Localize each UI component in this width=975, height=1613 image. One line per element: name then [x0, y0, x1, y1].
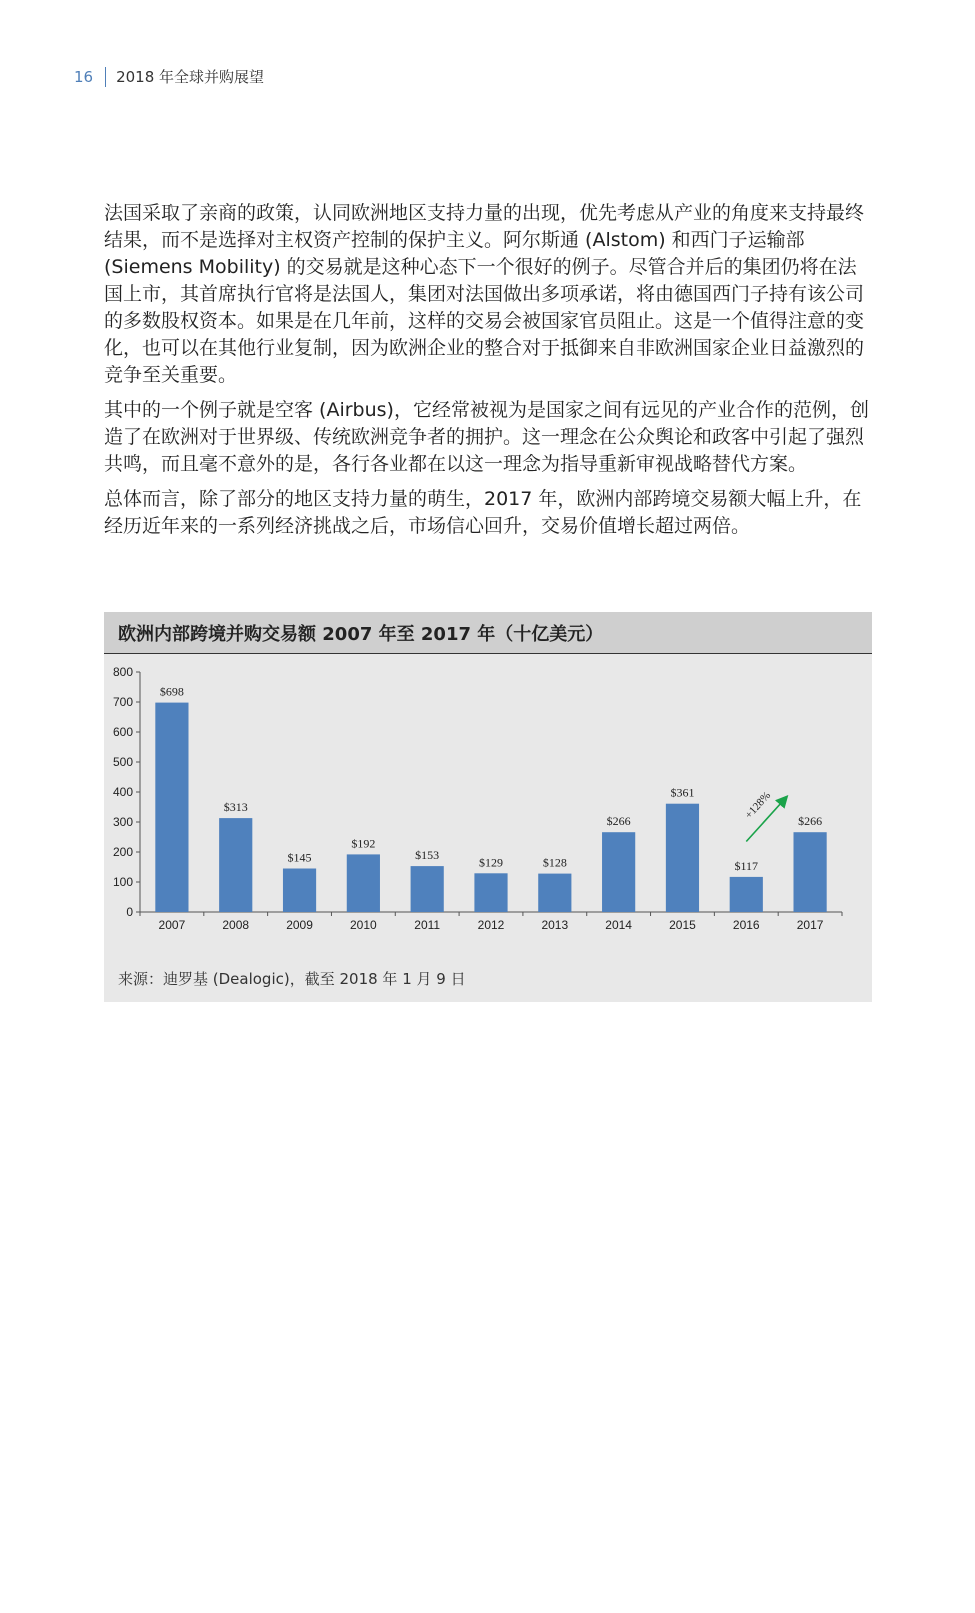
y-tick-label: 100 — [112, 875, 133, 889]
bar — [347, 854, 380, 912]
data-label: $266 — [798, 814, 823, 829]
y-tick-label: 500 — [112, 755, 133, 769]
data-label: $117 — [734, 858, 759, 873]
bar — [793, 832, 826, 912]
x-tick-label: 2007 — [158, 918, 186, 932]
x-tick-label: 2014 — [605, 918, 632, 932]
bar-chart — [104, 656, 872, 956]
data-label: $192 — [351, 836, 376, 851]
data-label: $698 — [159, 684, 184, 699]
x-tick-label: 2009 — [286, 918, 313, 932]
growth-annotation: +128% — [742, 789, 774, 822]
data-label: $145 — [287, 850, 312, 865]
paragraph: 总体而言，除了部分的地区支持力量的萌生，2017 年，欧洲内部跨境交易额大幅上升，在经历近年来的一系列经济挑战之后，市场信心回升，交易价值增长超过两倍。 — [104, 488, 862, 537]
bar — [283, 869, 316, 913]
x-tick-label: 2017 — [796, 918, 824, 932]
bar — [730, 877, 763, 912]
chart-title: 欧洲内部跨境并购交易额 2007 年至 2017 年（十亿美元） — [104, 612, 872, 654]
bar — [155, 703, 188, 912]
x-tick-label: 2011 — [414, 918, 441, 932]
x-tick-label: 2016 — [732, 918, 760, 932]
x-tick-label: 2008 — [222, 918, 250, 932]
page-header — [74, 66, 264, 87]
body-text — [104, 200, 874, 548]
data-label: $266 — [606, 814, 631, 829]
y-tick-label: 700 — [112, 695, 133, 709]
bar — [602, 832, 635, 912]
document-title: 2018 年全球并购展望 — [116, 68, 265, 86]
x-tick-label: 2010 — [350, 918, 377, 932]
y-tick-label: 800 — [112, 665, 133, 679]
bar — [411, 866, 444, 912]
header-divider — [105, 67, 106, 87]
x-tick-label: 2012 — [477, 918, 505, 932]
y-tick-label: 300 — [112, 815, 133, 829]
y-tick-label: 400 — [112, 785, 133, 799]
y-tick-label: 0 — [126, 905, 133, 919]
y-tick-label: 600 — [112, 725, 133, 739]
paragraph: 其中的一个例子就是空客 (Airbus)，它经常被视为是国家之间有远见的产业合作的范例，创造了在欧洲对于世界级、传统欧洲竞争者的拥护。这一理念在公众舆论和政客中引起了强烈共鸣，而且毫不意外的是，各行各业都在以这一理念为指导重新审视战略替代方案。 — [104, 399, 869, 475]
bar — [538, 874, 571, 912]
bar — [666, 804, 699, 912]
data-label: $361 — [670, 785, 695, 800]
bar — [219, 818, 252, 912]
x-tick-label: 2015 — [669, 918, 696, 932]
data-label: $129 — [479, 855, 503, 870]
paragraph: 法国采取了亲商的政策，认同欧洲地区支持力量的出现，优先考虑从产业的角度来支持最终结果，而不是选择对主权资产控制的保护主义。阿尔斯通 (Alstom) 和西门子运输部 (Siemens Mobility) 的交易就是这种心态下一个很好的例子。尽管合并后的集团仍将在法国上市，其首席执行官将是法国人，集团对法国做出多项承诺，将由德国西门子持有该公司的多数股权资本。如果是在几年前，这样的交易会被国家官员阻止。这是一个值得注意的变化，也可以在其他行业复制，因为欧洲企业的整合对于抵御来自非欧洲国家企业日益激烈的竞争至关重要。 — [104, 202, 865, 386]
bar — [474, 873, 507, 912]
x-tick-label: 2013 — [541, 918, 569, 932]
data-label: $313 — [223, 800, 248, 815]
chart-source: 来源：迪罗基 (Dealogic)，截至 2018 年 1 月 9 日 — [118, 970, 466, 988]
y-tick-label: 200 — [112, 845, 133, 859]
data-label: $153 — [415, 848, 440, 863]
data-label: $128 — [542, 855, 567, 870]
page-number: 16 — [74, 67, 94, 86]
chart-panel — [104, 612, 872, 1002]
